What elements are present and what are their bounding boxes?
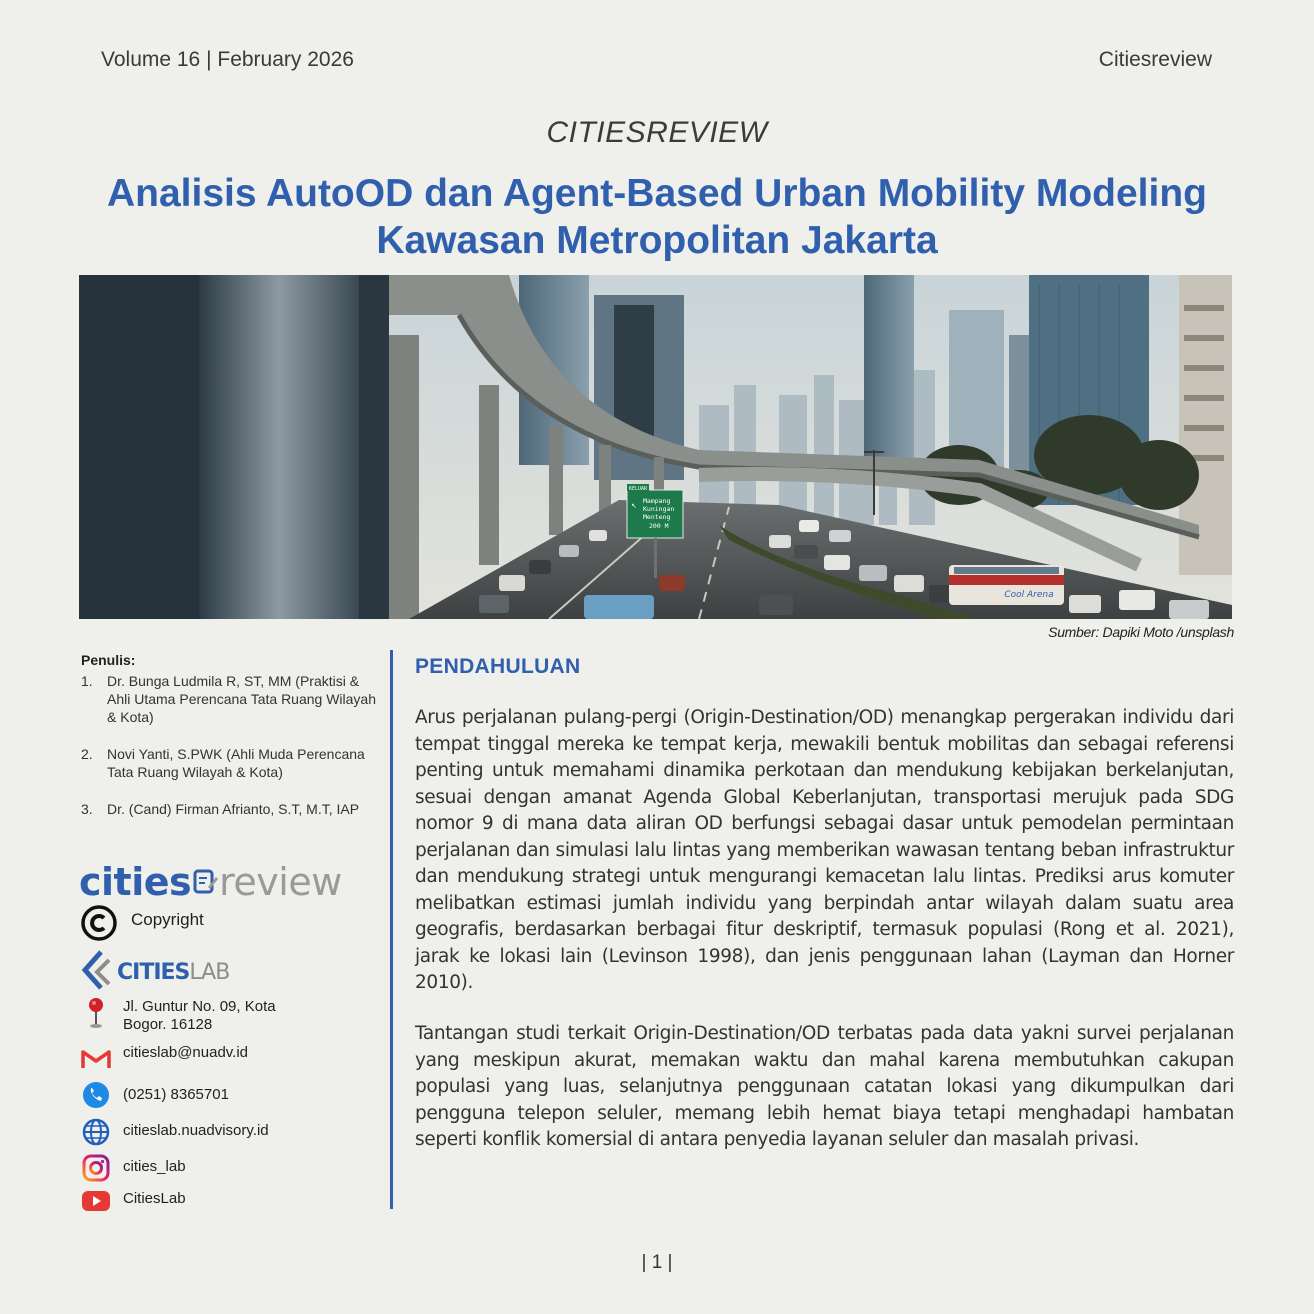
paragraph-1: Arus perjalanan pulang-pergi (Origin-Destination/OD) menangkap pergerakan individu dari tempat tinggal mereka ke tempat kerja, mewakili bentuk mobilitas dan sebagai referensi penting untuk memahami dinamika perkotaan dan mendukung kebijakan berkelanjutan, sesuai dengan amanat Agenda Global Keberlanjutan, transportasi merujuk pada SDG nomor 9 di mana data aliran OD berfungsi sebagai dasar untuk pemodelan permintaan perjalanan dan simulasi lalu lintas yang memberikan wawasan tentang beban infrastruktur dan mendukung strategi untuk mengurangi kemacetan lalu lintas. Prediksi arus komuter melibatkan estimasi jumlah individu yang berpindah antar wilayah dalam suatu area geografis, berdasarkan berbagai fitur deskriptif, termasuk populasi (Rong et al. 2021), jarak ke lokasi lain (Levinson 1998), dan jenis penggunaan lahan (Layman dan Horner 2010).	[415, 707, 1234, 993]
phone-icon	[81, 1080, 111, 1110]
contact-youtube[interactable]	[81, 1186, 186, 1216]
phone-text[interactable]: (0251) 8365701	[123, 1086, 229, 1103]
sign-line-4: 200 M	[649, 522, 669, 530]
sign-line-1: Mampang	[643, 497, 671, 505]
citiesreview-logo	[79, 860, 342, 906]
author-name: Novi Yanti, S.PWK (Ahli Muda Perencana Tata Ruang Wilayah & Kota)	[107, 746, 365, 780]
sign-line-2: Kuningan	[643, 505, 675, 513]
publication-name: Citiesreview	[1098, 48, 1212, 71]
image-credit: Sumber: Dapiki Moto /unsplash	[1048, 624, 1234, 640]
copyright-icon	[81, 905, 117, 945]
youtube-icon	[81, 1186, 111, 1216]
address-text: Jl. Guntur No. 09, Kota Bogor. 16128	[123, 998, 276, 1033]
author-item	[81, 745, 381, 781]
contact-website[interactable]	[81, 1117, 269, 1147]
contact-address	[81, 998, 283, 1034]
email-link[interactable]: citieslab@nuadv.id	[123, 1044, 249, 1061]
sign-tag: KELUAR	[628, 486, 648, 492]
logo-text-review: review	[219, 860, 342, 904]
masthead: CITIESREVIEW	[546, 116, 768, 149]
copyright-label: Copyright	[131, 910, 204, 929]
sign-line-3: Menteng	[643, 513, 671, 521]
authors-panel	[81, 652, 381, 837]
instagram-icon	[81, 1153, 111, 1183]
author-name: Dr. Bunga Ludmila R, ST, MM (Praktisi & Ahli Utama Perencana Tata Ruang Wilayah & Kota)	[107, 673, 377, 725]
citieslab-text	[117, 960, 229, 985]
hero-image	[79, 275, 1232, 619]
contact-instagram[interactable]	[81, 1153, 186, 1183]
author-number: 1.	[81, 673, 93, 689]
author-item	[81, 672, 381, 726]
citieslab-mark-icon	[79, 950, 115, 994]
volume-date: Volume 16 | February 2026	[101, 48, 354, 71]
author-name: Dr. (Cand) Firman Afrianto, S.T, M.T, IAP	[107, 801, 360, 817]
section-heading: PENDAHULUAN	[415, 655, 581, 678]
citieslab-text-part1: CITIES	[117, 959, 190, 985]
website-link[interactable]: citieslab.nuadvisory.id	[123, 1122, 269, 1139]
copyright-row	[81, 905, 204, 945]
author-number: 2.	[81, 746, 93, 762]
sign-arrow: ↖	[631, 502, 637, 510]
map-pin-icon	[81, 998, 111, 1028]
authors-list	[81, 672, 381, 818]
author-number: 3.	[81, 801, 93, 817]
globe-icon	[81, 1117, 111, 1147]
article-title: Analisis AutoOD dan Agent-Based Urban Mobility Modeling Kawasan Metropolitan Jakarta	[107, 172, 1207, 262]
citieslab-logo	[79, 950, 229, 994]
contact-phone[interactable]	[81, 1080, 229, 1110]
document-pen-icon	[192, 860, 218, 890]
page-number: | 1 |	[641, 1252, 673, 1273]
bus-livery-text: Cool Arena	[1004, 590, 1054, 600]
author-item	[81, 800, 381, 818]
instagram-handle[interactable]: cities_lab	[123, 1158, 186, 1175]
column-divider	[390, 650, 393, 1209]
paragraph-2: Tantangan studi terkait Origin-Destination/OD terbatas pada data yakni survei perjalanan yang meskipun akurat, memakan waktu dan mahal karena membutuhkan cakupan populasi yang luas, selanjutnya penggunaan catatan lokasi yang dikumpulkan dari pengguna telepon seluler, memang lebih hemat biaya tetapi menghadapi hambatan seperti konflik komersial di antara penyedia layanan seluler dan masalah privasi.	[415, 1023, 1234, 1150]
contact-email[interactable]	[81, 1044, 248, 1074]
gmail-icon	[81, 1044, 111, 1074]
citieslab-text-part2: LAB	[189, 959, 230, 985]
logo-text-cities: cities	[79, 860, 192, 904]
authors-heading: Penulis:	[81, 652, 136, 668]
youtube-channel[interactable]: CitiesLab	[123, 1190, 186, 1207]
